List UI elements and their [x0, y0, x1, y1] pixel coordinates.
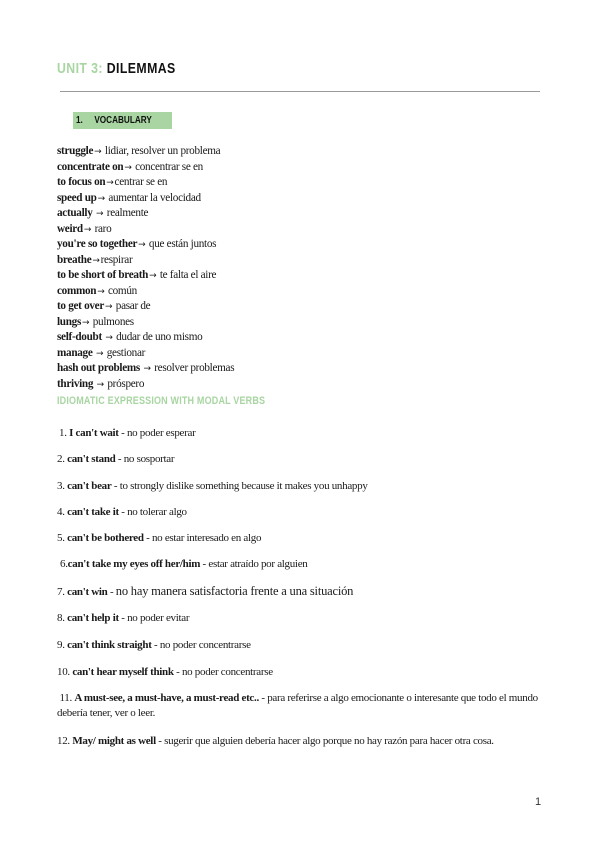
- idiom-meaning: estar atraído por alguien: [208, 558, 308, 570]
- arrow-right-icon: →: [94, 147, 102, 157]
- vocab-item: [57, 346, 234, 362]
- vocab-translation: pulmones: [92, 315, 134, 328]
- idiom-number: 11.: [59, 692, 72, 704]
- vocab-item: [57, 191, 234, 207]
- idiom-phrase: I can't wait: [69, 427, 119, 439]
- section-heading-vocabulary: [73, 112, 172, 129]
- idiom-phrase: can't hear myself think: [72, 666, 174, 678]
- separator: -: [118, 612, 128, 624]
- arrow-right-icon: →: [106, 178, 114, 188]
- vocab-term: self-doubt: [57, 331, 102, 343]
- vocab-item: [57, 253, 234, 269]
- idiom-meaning: no poder evitar: [127, 612, 190, 624]
- section-label: VOCABULARY: [94, 115, 152, 126]
- idiom-item: [59, 426, 195, 441]
- vocab-item: [57, 160, 234, 176]
- idiom-number: 8.: [57, 612, 65, 624]
- separator: -: [118, 506, 128, 518]
- arrow-right-icon: →: [92, 255, 100, 266]
- unit-label: UNIT 3:: [57, 60, 103, 77]
- section-number: 1.: [76, 115, 83, 126]
- idiom-phrase: can't take it: [67, 506, 119, 518]
- idioms-heading: IDIOMATIC EXPRESSION WITH MODAL VERBS: [57, 395, 266, 407]
- vocab-term: common: [57, 284, 97, 297]
- vocab-item: [57, 144, 234, 160]
- vocab-term: weird: [57, 222, 83, 235]
- vocab-term: to get over: [57, 300, 105, 312]
- vocab-item: [57, 284, 234, 300]
- idiom-item: [57, 691, 547, 721]
- vocab-item: [57, 377, 234, 393]
- vocab-translation: gestionar: [106, 346, 146, 359]
- idiom-phrase: can't take my eyes off her/him: [67, 558, 201, 570]
- idiom-meaning: to strongly dislike something because it makes you unhappy: [119, 480, 368, 492]
- separator: -: [111, 480, 120, 492]
- separator: -: [155, 735, 165, 747]
- idiom-number: 6.: [60, 558, 68, 570]
- vocab-translation: centrar se en: [114, 176, 168, 188]
- arrow-right-icon: →: [96, 209, 104, 219]
- idiom-phrase: can't stand: [67, 453, 116, 465]
- separator: -: [115, 453, 124, 465]
- vocab-translation: respirar: [100, 253, 133, 266]
- idiom-phrase: can't help it: [67, 612, 119, 624]
- idiom-item: [57, 531, 261, 546]
- vocab-translation: próspero: [107, 377, 145, 390]
- idiom-item: [57, 479, 368, 494]
- page-title: [57, 60, 176, 77]
- idiom-item: [57, 734, 547, 749]
- arrow-right-icon: →: [105, 333, 113, 343]
- idiom-item: [57, 611, 189, 626]
- vocab-translation: común: [107, 284, 137, 297]
- vocab-translation: aumentar la velocidad: [108, 191, 201, 204]
- arrow-right-icon: →: [96, 348, 104, 359]
- vocab-item: [57, 175, 234, 191]
- idiom-number: 12.: [57, 735, 70, 747]
- arrow-right-icon: →: [124, 162, 132, 173]
- vocab-term: breathe: [57, 253, 92, 266]
- vocab-item: [57, 299, 234, 315]
- vocab-term: speed up: [57, 191, 97, 204]
- idiom-meaning: no sosportar: [123, 453, 175, 465]
- arrow-right-icon: →: [97, 193, 105, 204]
- separator: -: [258, 692, 268, 704]
- idiom-item: [57, 638, 251, 653]
- idiom-number: 4.: [57, 506, 65, 518]
- vocab-translation: dudar de uno mismo: [116, 331, 203, 343]
- idiom-phrase: May/ might as well: [72, 735, 156, 747]
- idiom-meaning: no poder concentrarse: [159, 639, 251, 651]
- arrow-right-icon: →: [96, 379, 104, 390]
- vocab-term: actually: [57, 207, 93, 219]
- vocab-item: [57, 268, 234, 284]
- idiom-phrase: can't bear: [67, 480, 112, 492]
- page-number: 1: [535, 796, 542, 808]
- vocab-term: concentrate on: [57, 160, 124, 173]
- vocab-translation: raro: [94, 222, 112, 235]
- vocab-translation: lidiar, resolver un problema: [104, 145, 221, 157]
- vocab-item: [57, 361, 234, 377]
- arrow-right-icon: →: [97, 286, 105, 297]
- separator: -: [143, 532, 152, 544]
- vocab-term: you're so together: [57, 238, 138, 250]
- arrow-right-icon: →: [138, 240, 146, 250]
- separator: -: [107, 586, 116, 598]
- idiom-phrase: can't think straight: [67, 639, 152, 651]
- vocab-item: [57, 222, 234, 238]
- idiom-phrase: can't be bothered: [67, 532, 144, 544]
- idiom-meaning: no hay manera satisfactoria frente a una situación: [115, 584, 354, 598]
- vocab-item: [57, 206, 234, 222]
- idiom-phrase: A must-see, a must-have, a must-read etc..: [74, 692, 259, 704]
- separator: -: [151, 639, 160, 651]
- idiom-number: 9.: [57, 639, 65, 651]
- vocab-translation: que están juntos: [148, 238, 217, 250]
- idiom-number: 5.: [57, 532, 65, 544]
- vocab-term: lungs: [57, 315, 81, 328]
- arrow-right-icon: →: [143, 364, 151, 374]
- vocab-translation: realmente: [106, 207, 149, 219]
- vocab-translation: te falta el aire: [159, 269, 217, 281]
- vocab-term: to focus on: [57, 176, 106, 188]
- separator: -: [173, 666, 182, 678]
- idiom-number: 7.: [57, 586, 65, 598]
- vocab-term: to be short of breath: [57, 269, 149, 281]
- idiom-meaning: para referirse a algo emocionante o interesante que todo el mundo debería tener, ver o leer.: [57, 692, 538, 719]
- idiom-meaning: no estar interesado en algo: [151, 532, 262, 544]
- arrow-right-icon: →: [105, 302, 113, 312]
- vocabulary-list: [57, 144, 234, 392]
- separator: -: [200, 558, 209, 570]
- vocab-translation: pasar de: [115, 300, 151, 312]
- vocab-item: [57, 237, 234, 253]
- idiom-item: [57, 665, 273, 680]
- idiom-meaning: no poder concentrarse: [181, 666, 273, 678]
- idiom-meaning: sugerir que alguien debería hacer algo porque no hay razón para hacer otra cosa.: [164, 735, 494, 747]
- vocab-term: thriving: [57, 377, 94, 390]
- title-divider: [60, 91, 540, 92]
- vocab-term: hash out problems: [57, 362, 140, 374]
- arrow-right-icon: →: [83, 224, 92, 235]
- arrow-right-icon: →: [82, 317, 90, 328]
- arrow-right-icon: →: [149, 271, 157, 281]
- idiom-number: 10.: [57, 666, 70, 678]
- separator: -: [118, 427, 127, 439]
- idiom-number: 3.: [57, 480, 65, 492]
- vocab-translation: concentrar se en: [135, 160, 203, 173]
- idiom-item: [57, 584, 353, 600]
- vocab-term: struggle: [57, 145, 94, 157]
- idiom-number: 1.: [59, 427, 67, 439]
- idiom-meaning: no tolerar algo: [127, 506, 187, 518]
- idiom-item: [60, 557, 307, 572]
- vocab-translation: resolver problemas: [154, 362, 235, 374]
- vocab-item: [57, 315, 234, 331]
- idiom-meaning: no poder esperar: [126, 427, 196, 439]
- idiom-phrase: can't win: [67, 586, 108, 598]
- idiom-item: [57, 452, 174, 467]
- vocab-item: [57, 330, 234, 346]
- vocab-term: manage: [57, 346, 93, 359]
- unit-title: DILEMMAS: [106, 60, 176, 77]
- idiom-item: [57, 505, 187, 520]
- idiom-number: 2.: [57, 453, 65, 465]
